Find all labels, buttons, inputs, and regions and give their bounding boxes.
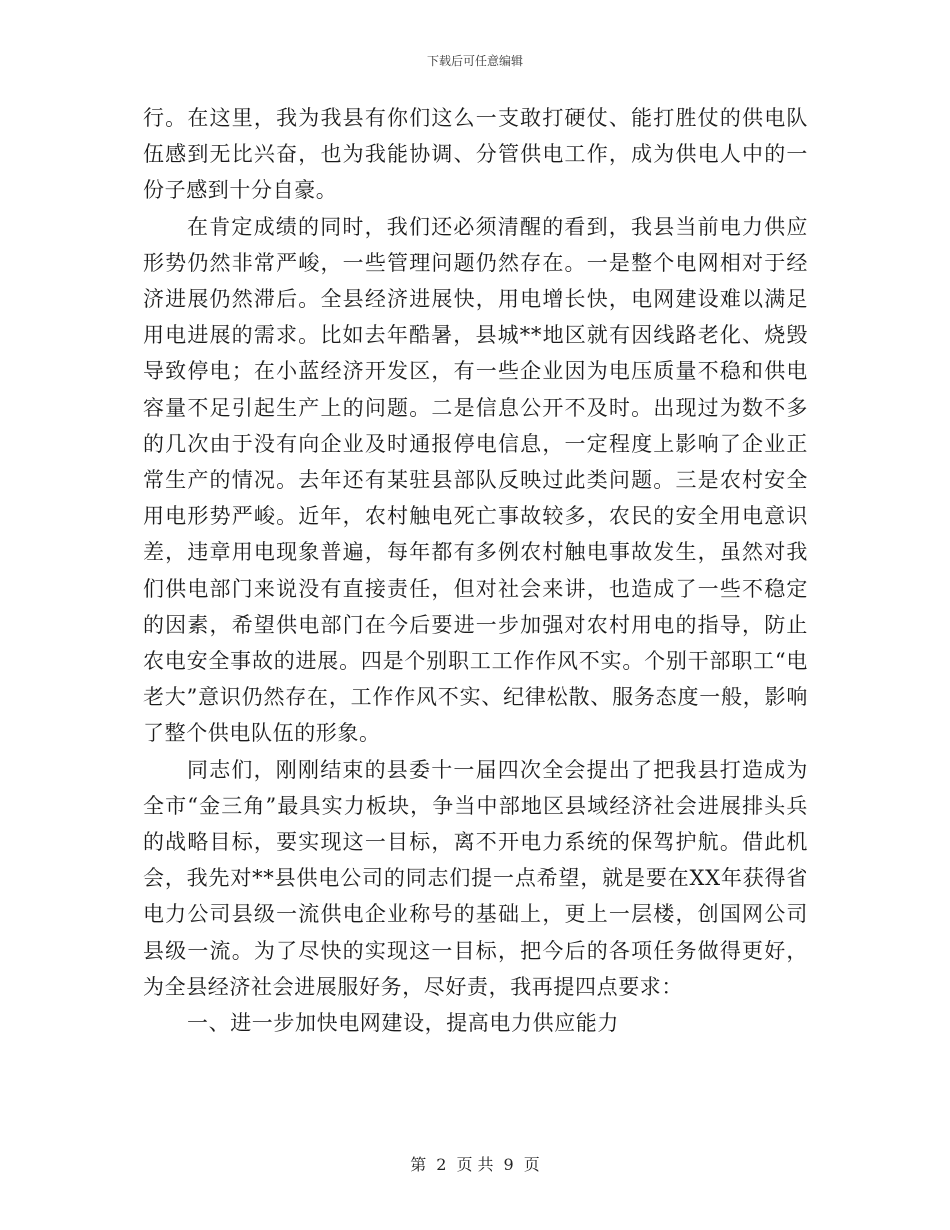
paragraph-problems: 在肯定成绩的同时，我们还必须清醒的看到，我县当前电力供应形势仍然非常严峻，一些管理问题仍然存在。一是整个电网相对于经济进展仍然滞后。全县经济进展快，用电增长快，电网建设难以满足用电进展的需求。比如去年酷暑，县城**地区就有因线路老化、烧毁导致停电；在小蓝经济开发区，有一些企业因为电压质量不稳和供电容量不足引起生产上的问题。二是信息公开不及时。出现过为数不多的几次由于没有向企业及时通报停电信息，一定程度上影响了企业正常生产的情况。去年还有某驻县部队反映过此类问题。三是农村安全用电形势严峻。近年，农村触电死亡事故较多，农民的安全用电意识差，违章用电现象普遍，每年都有多例农村触电事故发生，虽然对我们供电部门来说没有直接责任，但对社会来讲，也造成了一些不稳定的因素，希望供电部门在今后要进一步加强对农村用电的指导，防止农电安全事故的进展。四是个别职工工作作风不实。个别干部职工“电老大”意识仍然存在，工作作风不实、纪律松散、服务态度一般，影响了整个供电队伍的形象。 [143,214,808,746]
page-header-note: 下载后可任意编辑 [426,54,523,68]
footer-total-pages: 9 [503,1155,514,1174]
footer-prefix: 第 [410,1155,427,1174]
section-heading-one: 一、进一步加快电网建设，提高电力供应能力 [187,1011,619,1036]
footer-page-number: 2 [436,1155,447,1174]
footer-suffix: 页 [523,1155,540,1174]
paragraph-continuation: 行。在这里，我为我县有你们这么一支敢打硬仗、能打胜仗的供电队伍感到无比兴奋，也为我能协调、分管供电工作，成为供电人中的一份子感到十分自豪。 [143,106,808,203]
page-footer [0,1152,950,1175]
paragraph-goals: 同志们，刚刚结束的县委十一届四次全会提出了把我县打造成为全市“金三角”最具实力板块，争当中部地区县域经济社会进展排头兵的战略目标，要实现这一目标，离不开电力系统的保驾护航。借此机会，我先对**县供电公司的同志们提一点希望，就是要在XX年获得省电力公司县级一流供电企业称号的基础上，更上一层楼，创国网公司县级一流。为了尽快的实现这一目标，把今后的各项任务做得更好，为全县经济社会进展服好务，尽好责，我再提四点要求： [143,757,808,999]
footer-middle: 页 共 [456,1155,494,1174]
document-body [143,100,808,1041]
